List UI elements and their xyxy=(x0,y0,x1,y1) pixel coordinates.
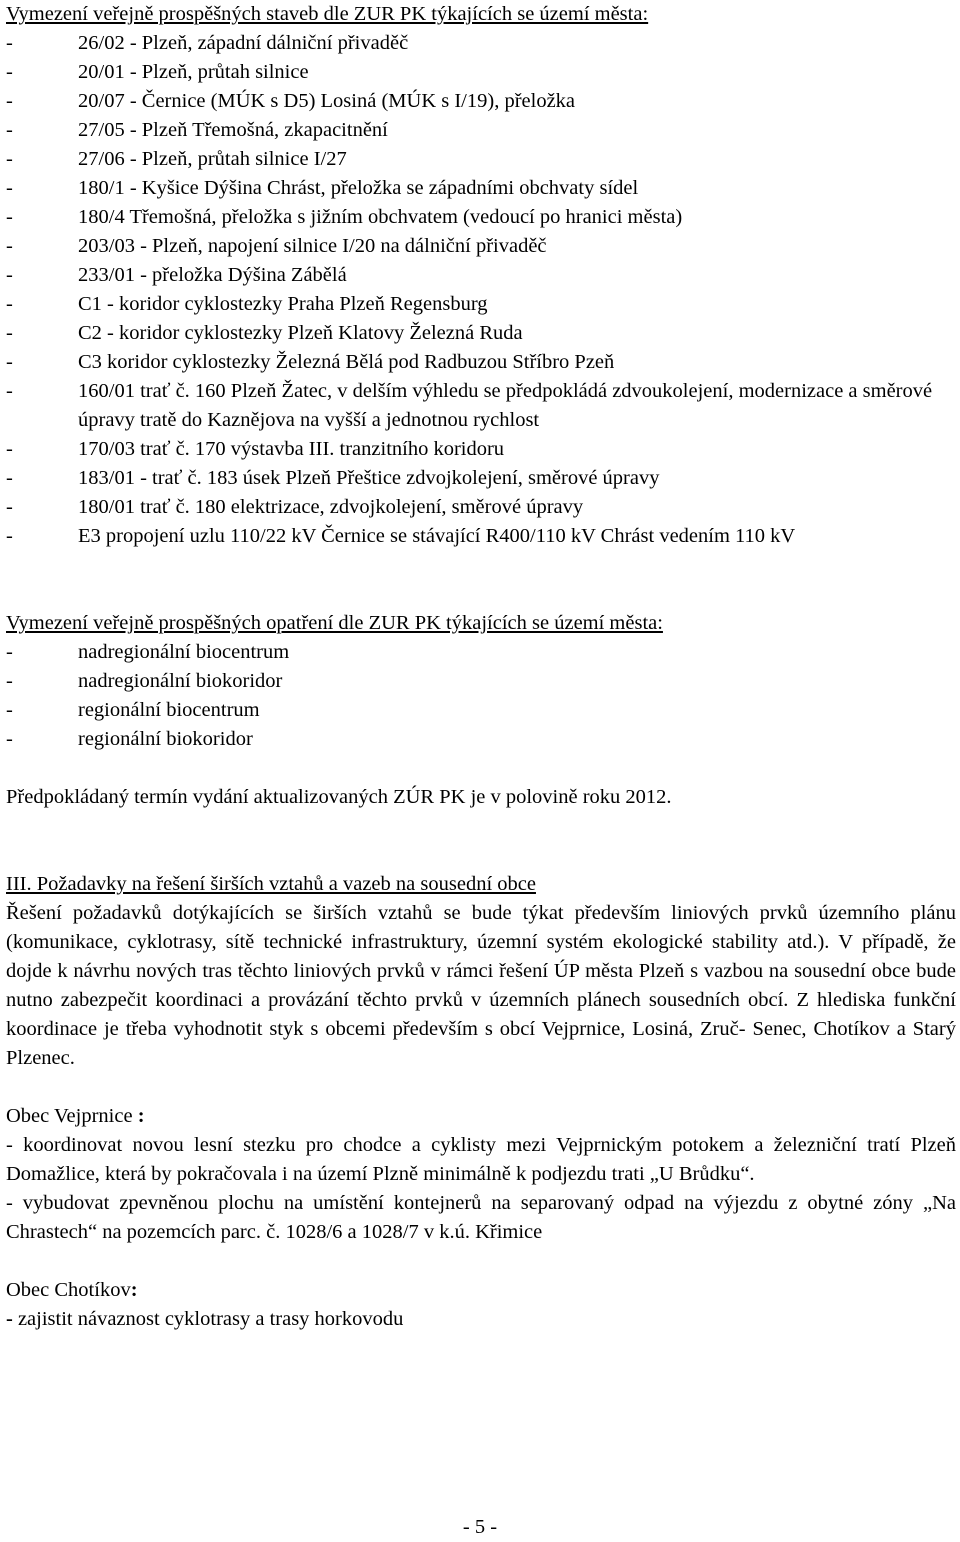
public-work-item xyxy=(6,29,956,58)
public-measure-item xyxy=(6,638,956,667)
dash-bullet: - xyxy=(6,90,13,112)
vejprnice-heading xyxy=(6,1102,956,1131)
public-work-item-text: 160/01 trať č. 160 Plzeň Žatec, v delším výhledu se předpokládá zdvoukolejení, modernizace a směrové úpravy tratě do Kaznějova na vyšší a jednotnou rychlost xyxy=(78,380,933,431)
chotikov-item-1 xyxy=(6,1305,956,1334)
public-work-item-text: 170/03 trať č. 170 výstavba III. tranzitního koridoru xyxy=(78,438,505,460)
dash-bullet: - xyxy=(6,438,13,460)
spacer xyxy=(6,754,956,783)
dash-bullet: - xyxy=(6,32,13,54)
public-work-item-text: 180/01 trať č. 180 elektrizace, zdvojkolejení, směrové úpravy xyxy=(78,496,584,518)
schedule-note: Předpokládaný termín vydání aktualizovaných ZÚR PK je v polovině roku 2012. xyxy=(6,786,672,808)
section3-paragraph: Řešení požadavků dotýkajících se širších vztahů se bude týkat především liniových prvků územního plánu (komunikace, cyklotrasy, sítě technické infrastruktury, územní systém ekologické stability atd.). V případě, že dojde k návrhu nových tras těchto liniových prvků v rámci řešení ÚP města Plzeň s vazbou na sousední obce bude nutno zabezpečit koordinaci a provázání těchto prvků v územních plánech sousedních obcí. Z hlediska funkční koordinace je třeba vyhodnotit styk s obcemi především s obcí Vejprnice, Losiná, Zruč- Senec, Chotíkov a Starý Plzenec. xyxy=(6,902,956,1069)
page-number: - 5 - xyxy=(462,1516,498,1538)
public-measure-item-text: regionální biocentrum xyxy=(78,699,260,721)
chotikov-heading xyxy=(6,1276,956,1305)
public-work-item-text: 27/06 - Plzeň, průtah silnice I/27 xyxy=(78,148,347,170)
public-work-item xyxy=(6,58,956,87)
chotikov-dash: - xyxy=(6,1308,13,1330)
vejprnice-item-2: - vybudovat zpevněnou plochu na umístění kontejnerů na separovaný odpad na výjezdu z obytné zóny „Na Chrastech“ na pozemcích parc. č. 1028/6 a 1028/7 v k.ú. Křimice xyxy=(6,1192,956,1243)
public-measure-item-text: regionální biokoridor xyxy=(78,728,253,750)
dash-bullet: - xyxy=(6,496,13,518)
public-work-item xyxy=(6,232,956,261)
public-work-item-text: 180/1 - Kyšice Dýšina Chrást, přeložka se západními obchvaty sídel xyxy=(78,177,639,199)
public-measure-item xyxy=(6,725,956,754)
dash-bullet: - xyxy=(6,322,13,344)
dash-bullet: - xyxy=(6,264,13,286)
public-work-item-text: C3 koridor cyklostezky Železná Bělá pod Radbuzou Stříbro Pzeň xyxy=(78,351,615,373)
public-measure-item xyxy=(6,696,956,725)
public-work-item xyxy=(6,319,956,348)
public-work-item xyxy=(6,377,956,435)
public-works-list xyxy=(6,29,956,551)
public-work-item-text: 203/03 - Plzeň, napojení silnice I/20 na dálniční přivaděč xyxy=(78,235,547,257)
public-work-item xyxy=(6,435,956,464)
dash-bullet: - xyxy=(6,235,13,257)
public-measures-list xyxy=(6,638,956,754)
dash-bullet: - xyxy=(6,293,13,315)
dash-bullet: - xyxy=(6,670,13,692)
public-work-item xyxy=(6,261,956,290)
public-work-item-text: 183/01 - trať č. 183 úsek Plzeň Přeštice zdvojkolejení, směrové úpravy xyxy=(78,467,660,489)
vejprnice-colon: : xyxy=(137,1105,145,1127)
public-work-item-text: 27/05 - Plzeň Třemošná, zkapacitnění xyxy=(78,119,388,141)
dash-bullet: - xyxy=(6,467,13,489)
public-measure-item-text: nadregionální biocentrum xyxy=(78,641,290,663)
dash-bullet: - xyxy=(6,641,13,663)
dash-bullet: - xyxy=(6,380,13,402)
public-work-item-text: C1 - koridor cyklostezky Praha Plzeň Regensburg xyxy=(78,293,488,315)
public-measure-item xyxy=(6,667,956,696)
public-work-item xyxy=(6,348,956,377)
spacer xyxy=(6,812,956,870)
vejprnice-label: Obec Vejprnice xyxy=(6,1105,138,1127)
dash-bullet: - xyxy=(6,61,13,83)
public-work-item-text: 20/01 - Plzeň, průtah silnice xyxy=(78,61,309,83)
dash-bullet: - xyxy=(6,351,13,373)
public-work-item xyxy=(6,522,956,551)
public-work-item-text: 233/01 - přeložka Dýšina Zábělá xyxy=(78,264,347,286)
public-work-item xyxy=(6,203,956,232)
document-page xyxy=(6,0,956,1334)
public-work-item xyxy=(6,290,956,319)
dash-bullet: - xyxy=(6,728,13,750)
dash-bullet: - xyxy=(6,148,13,170)
spacer xyxy=(6,1073,956,1102)
section1-heading: Vymezení veřejně prospěšných staveb dle ZUR PK týkajících se území města: xyxy=(6,3,649,25)
chotikov-item-text: zajistit návaznost cyklotrasy a trasy horkovodu xyxy=(12,1308,404,1330)
dash-bullet: - xyxy=(6,119,13,141)
public-work-item xyxy=(6,116,956,145)
public-work-item-text: 180/4 Třemošná, přeložka s jižním obchvatem (vedoucí po hranici města) xyxy=(78,206,683,228)
dash-bullet: - xyxy=(6,206,13,228)
public-work-item xyxy=(6,464,956,493)
dash-bullet: - xyxy=(6,525,13,547)
public-work-item xyxy=(6,145,956,174)
spacer xyxy=(6,551,956,609)
public-work-item xyxy=(6,174,956,203)
public-work-item xyxy=(6,493,956,522)
chotikov-colon: : xyxy=(130,1279,138,1301)
dash-bullet: - xyxy=(6,699,13,721)
vejprnice-item-1: - koordinovat novou lesní stezku pro chodce a cyklisty mezi Vejprnickým potokem a železniční tratí Plzeň Domažlice, která by pokračovala i na území Plzně minimálně k podjezdu trati „U Brůdku“. xyxy=(6,1134,956,1185)
public-work-item-text: C2 - koridor cyklostezky Plzeň Klatovy Železná Ruda xyxy=(78,322,523,344)
public-measure-item-text: nadregionální biokoridor xyxy=(78,670,283,692)
section3-heading: III. Požadavky na řešení širších vztahů a vazeb na sousední obce xyxy=(6,873,536,895)
public-work-item-text: 20/07 - Černice (MÚK s D5) Losiná (MÚK s I/19), přeložka xyxy=(78,90,576,112)
spacer xyxy=(6,1247,956,1276)
public-work-item-text: 26/02 - Plzeň, západní dálniční přivaděč xyxy=(78,32,409,54)
public-work-item xyxy=(6,87,956,116)
public-work-item-text: E3 propojení uzlu 110/22 kV Černice se stávající R400/110 kV Chrást vedením 110 kV xyxy=(78,525,796,547)
section2-heading: Vymezení veřejně prospěšných opatření dle ZUR PK týkajících se území města: xyxy=(6,612,663,634)
dash-bullet: - xyxy=(6,177,13,199)
chotikov-label: Obec Chotíkov xyxy=(6,1279,131,1301)
